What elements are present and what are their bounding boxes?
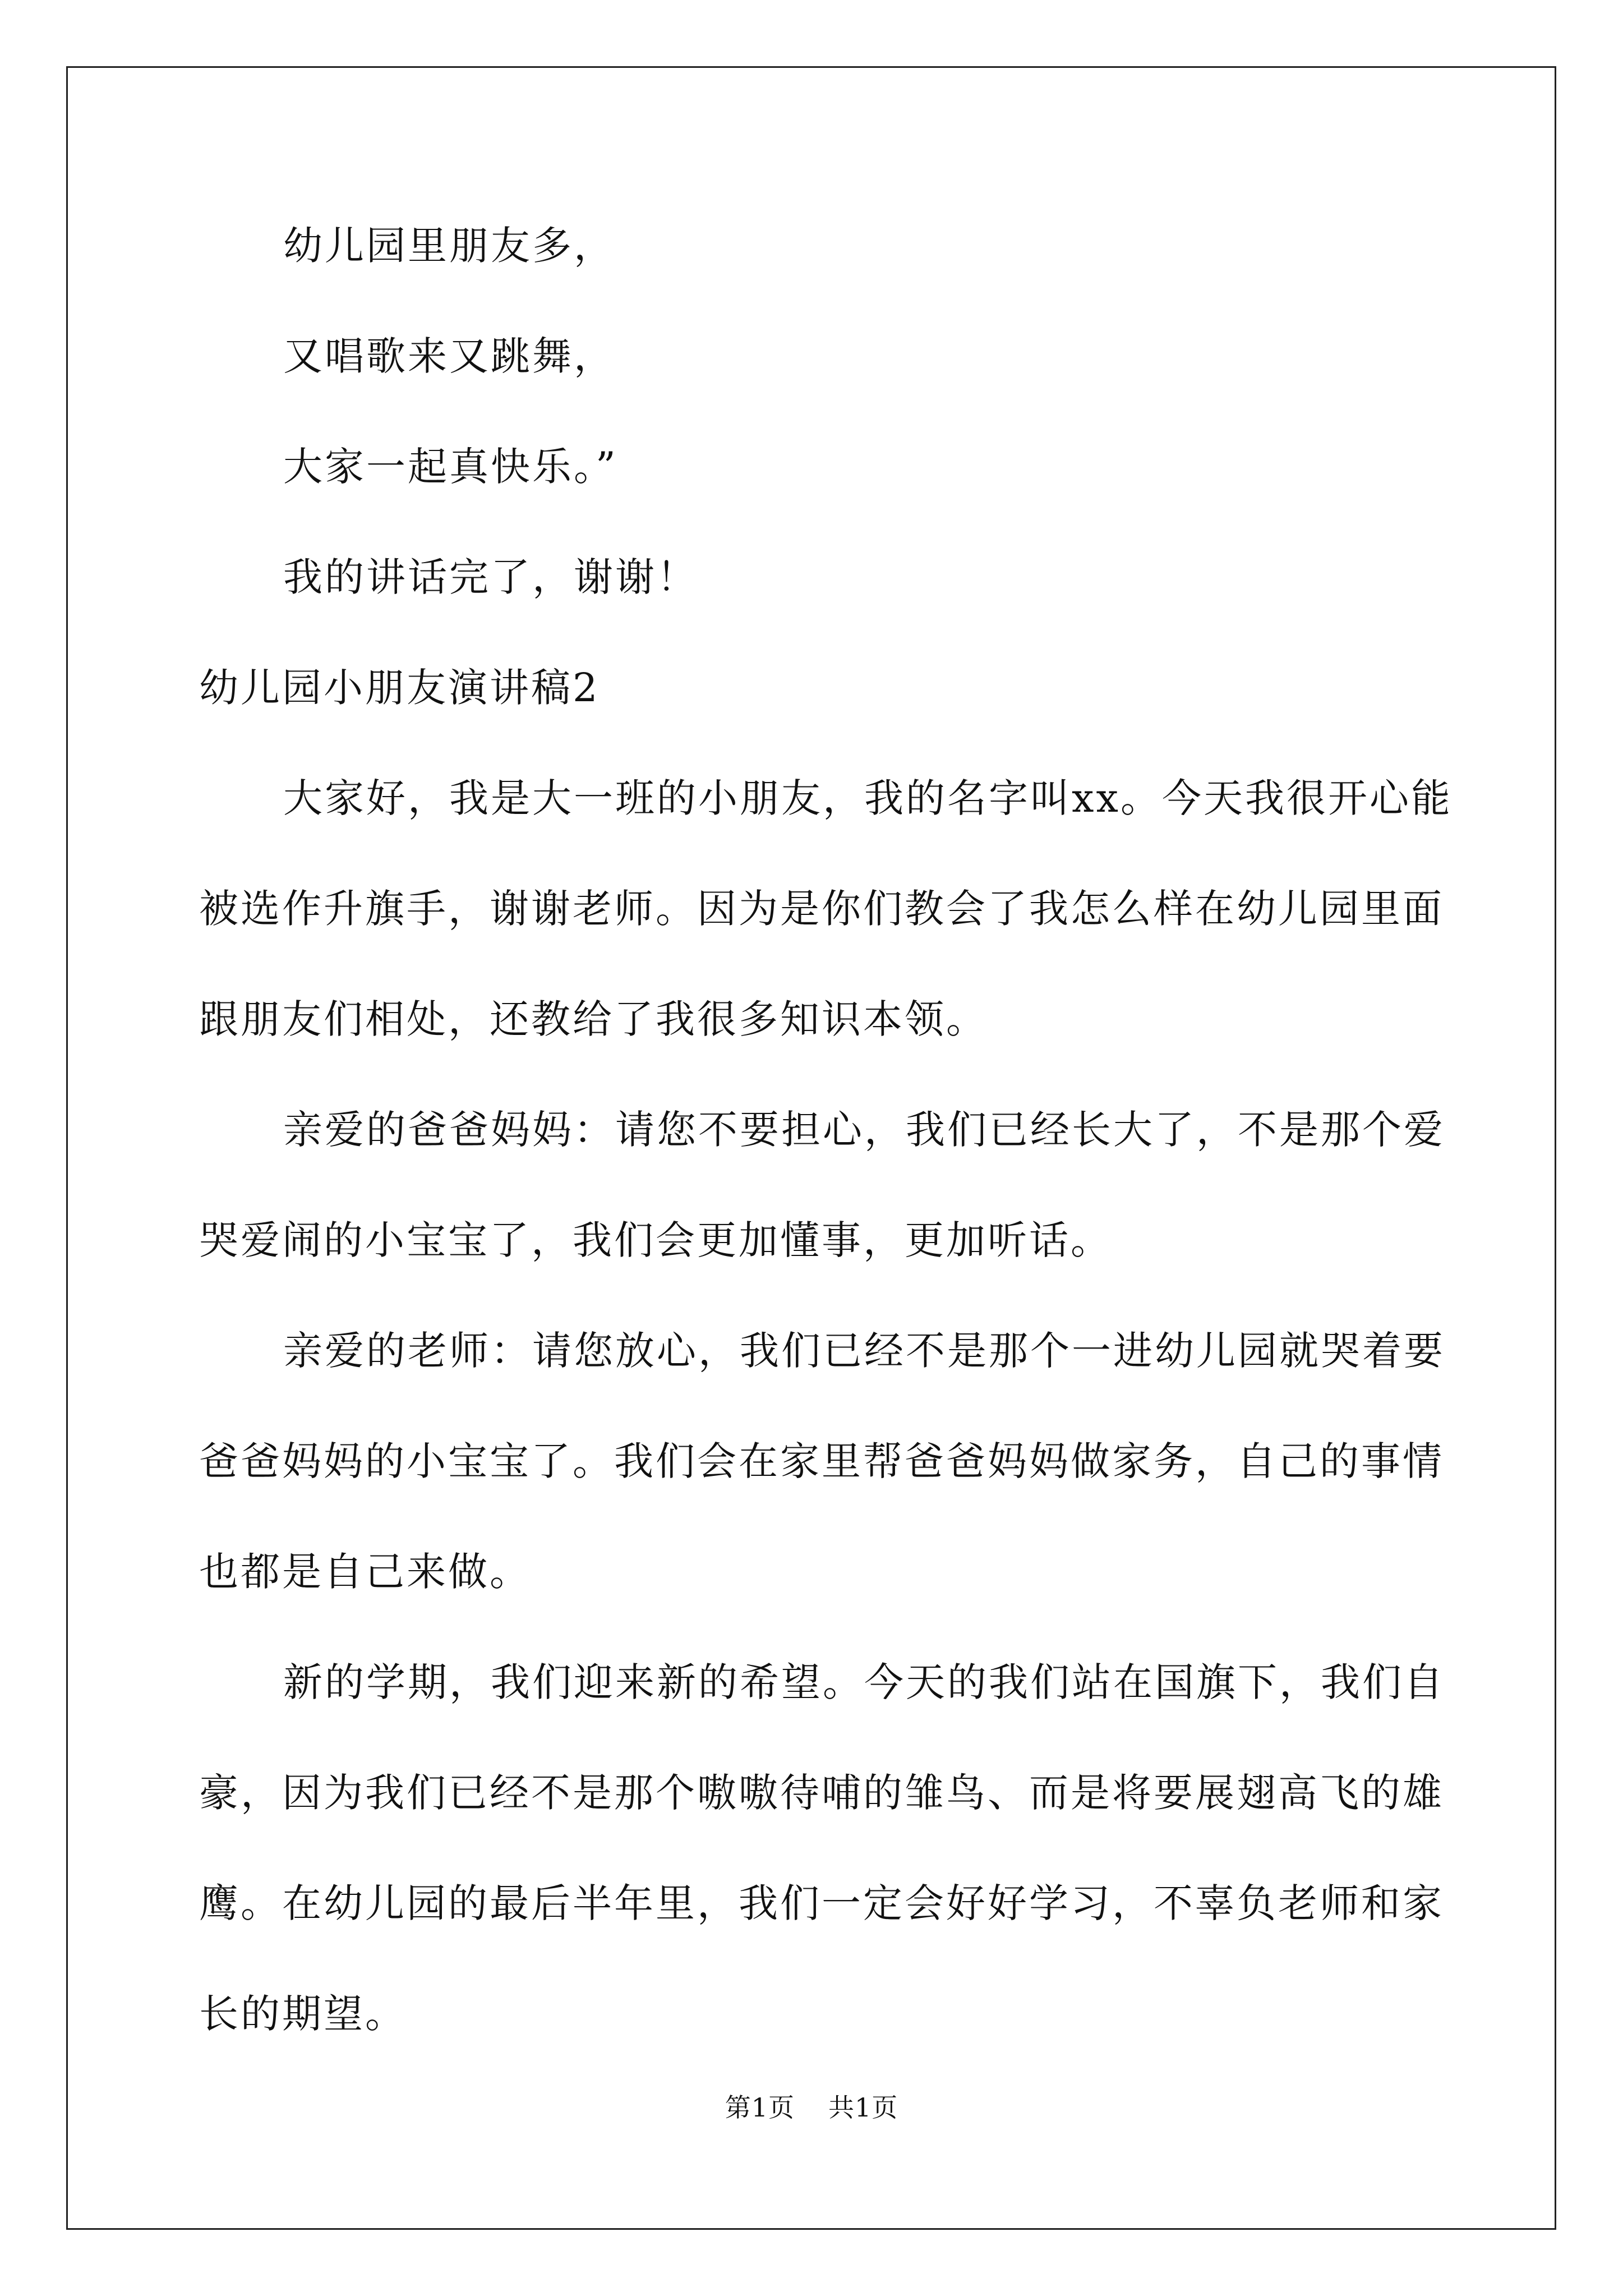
- page-number-total: 共1页: [828, 2092, 898, 2123]
- paragraph-1-line-1: 大家好，我是大一班的小朋友，我的名字叫xx。今天我很开心能: [283, 775, 1453, 821]
- poem-line-1: 幼儿园里朋友多，: [283, 223, 615, 269]
- paragraph-4-line-1: 新的学期，我们迎来新的希望。今天的我们站在国旗下，我们自: [283, 1659, 1445, 1705]
- paragraph-3-line-1: 亲爱的老师：请您放心，我们已经不是那个一进幼儿园就哭着要: [283, 1328, 1445, 1374]
- paragraph-1-line-3: 跟朋友们相处，还教给了我很多知识本领。: [199, 996, 988, 1042]
- poem-line-3: 大家一起真快乐。”: [283, 444, 618, 490]
- page-number-current: 第1页: [725, 2092, 795, 2123]
- poem-line-2: 又唱歌来又跳舞，: [283, 333, 615, 379]
- paragraph-4-line-4: 长的期望。: [199, 1991, 407, 2037]
- paragraph-2-line-2: 哭爱闹的小宝宝了，我们会更加懂事，更加听话。: [199, 1217, 1112, 1263]
- paragraph-2-line-1: 亲爱的爸爸妈妈：请您不要担心，我们已经长大了，不是那个爱: [283, 1107, 1445, 1153]
- paragraph-4-line-2: 豪，因为我们已经不是那个嗷嗷待哺的雏鸟、而是将要展翅高飞的雄: [199, 1770, 1444, 1816]
- paragraph-3-line-2: 爸爸妈妈的小宝宝了。我们会在家里帮爸爸妈妈做家务，自己的事情: [199, 1438, 1444, 1484]
- closing-remark: 我的讲话完了，谢谢！: [283, 554, 698, 600]
- page-footer: [0, 2091, 1623, 2124]
- paragraph-1-line-2: 被选作升旗手，谢谢老师。因为是你们教会了我怎么样在幼儿园里面: [199, 886, 1444, 932]
- section-heading: 幼儿园小朋友演讲稿2: [199, 665, 600, 711]
- paragraph-4-line-3: 鹰。在幼儿园的最后半年里，我们一定会好好学习，不辜负老师和家: [199, 1880, 1444, 1926]
- paragraph-3-line-3: 也都是自己来做。: [199, 1549, 531, 1595]
